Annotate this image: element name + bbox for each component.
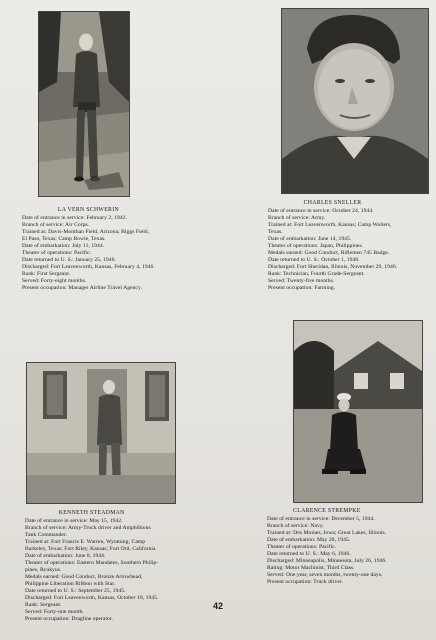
bio-line: Medals earned: Good Conduct, Bronze Arrowhead, xyxy=(25,574,143,581)
bio-line: Trained at: Des Moines, Iowa; Great Lakes, Illinois. xyxy=(267,529,387,536)
service-member-name: CLARENCE STREMPKE xyxy=(293,508,361,514)
bio-line: Date returned to U. S.: May 6, 1946. xyxy=(267,550,351,557)
bio-line: Date of entrance in service: October 24, 1944. xyxy=(268,207,374,214)
bio-block-strempke xyxy=(267,508,387,586)
bio-line: Date of embarkation: July 11, 1944. xyxy=(22,242,105,249)
bio-line: Served: Forty-eight months. xyxy=(22,278,87,285)
bio-line: Date returned to U. S.: January 25, 1946. xyxy=(22,256,116,263)
bio-line: Tank Commander. xyxy=(25,531,67,538)
bio-line: Theater of operations: Japan, Philippines. xyxy=(268,242,363,249)
bio-block-sneller xyxy=(268,200,397,292)
bio-line: Theater of operations: Pacific. xyxy=(22,249,92,256)
bio-line: Date returned to U. S.: October 1, 1946. xyxy=(268,256,360,263)
bio-line: Date of embarkation: June 8, 1944. xyxy=(25,552,106,559)
bio-line: Philippine Liberation Ribbon with Star. xyxy=(25,581,116,588)
service-member-name: LA VERN SCHWERIN xyxy=(57,207,119,213)
bio-line: Discharged: Fort Leavenworth, Kansas, February 4, 1946. xyxy=(22,263,155,270)
service-member-name: KENNETH STEADMAN xyxy=(58,510,125,516)
bio-line: Served: Twenty-five months. xyxy=(268,278,335,285)
bio-line: Discharged: Fort Leavenworth, Kansas, October 10, 1945. xyxy=(25,595,159,602)
bio-line: Rating: Motor Machinist, Third Class. xyxy=(267,564,355,571)
bio-line: Date of entrance in service: December 5, 1944. xyxy=(267,515,375,522)
bio-line: Branch of service: Navy. xyxy=(267,522,324,529)
bio-line: Present occupation: Farming. xyxy=(268,285,336,292)
bio-line: pines, Ryukyus. xyxy=(25,566,62,573)
bio-line: Served: One year, seven months, twenty-one days. xyxy=(267,572,383,579)
bio-line: Theater of operations: Pacific. xyxy=(267,543,337,550)
bio-line: Branch of service: Air Corps. xyxy=(22,221,90,228)
bio-line: Trained at: Fort Leavenworth, Kansas; Camp Wolters, xyxy=(268,221,392,228)
service-member-name: CHARLES SNELLER xyxy=(303,200,362,206)
bio-line: Served: Forty-one month. xyxy=(25,609,84,616)
bio-line: Present occupation: Truck driver. xyxy=(267,579,343,586)
bio-line: Present occupation: Manager Airline Travel Agency. xyxy=(22,285,142,292)
bio-line: Rank: Sergeant. xyxy=(25,602,62,609)
bio-line: El Paso, Texas; Camp Bowie, Texas. xyxy=(22,235,106,242)
bio-line: Rank: Technician, Fourth Grade-Sergeant. xyxy=(268,271,365,278)
bio-line: Barkeley, Texas; Fort Riley, Kansas; Fort Ord, California xyxy=(25,545,156,552)
bio-line: Texas. xyxy=(268,228,283,235)
portrait-photo-steadman xyxy=(26,362,176,504)
bio-line: Discharged: Fort Sheridan, Illinois, November 29, 1946. xyxy=(268,264,398,271)
portrait-photo-sneller xyxy=(281,8,429,194)
bio-line: Date of embarkation: June 14, 1945. xyxy=(268,235,352,242)
bio-line: Trained at: Fort Francis E. Warren, Wyoming; Camp xyxy=(25,538,146,545)
bio-line: Trained at: Davis-Monthan Field, Arizona; Biggs Field, xyxy=(22,228,150,235)
bio-line: Theater of operations: Eastern Mandates, Southern Philip- xyxy=(25,559,159,566)
bio-line: Date of embarkation: May 20, 1945. xyxy=(267,536,351,543)
bio-block-schwerin xyxy=(22,207,155,292)
bio-line: Medals earned: Good Conduct, Riflemen 745 Badge. xyxy=(268,249,390,256)
bio-line: Branch of service: Army. xyxy=(268,214,326,221)
page-number: 42 xyxy=(212,601,223,611)
bio-line: Date of entrance in service: February 2, 1942. xyxy=(22,214,127,221)
bio-line: Date of entrance in service: May 15, 1942. xyxy=(25,517,123,524)
bio-line: Discharged: Minneapolis, Minnesota, July 26, 1946. xyxy=(267,557,387,564)
bio-line: Present occupation: Dragline operator. xyxy=(25,616,113,623)
portrait-photo-schwerin xyxy=(38,11,130,197)
bio-line: Date returned to U. S.: September 25, 1945. xyxy=(25,588,126,595)
portrait-photo-strempke xyxy=(293,320,423,503)
bio-line: Rank: First Sergeant. xyxy=(22,271,71,278)
bio-line: Branch of service: Army-Truck driver and Amphibious xyxy=(25,524,151,531)
